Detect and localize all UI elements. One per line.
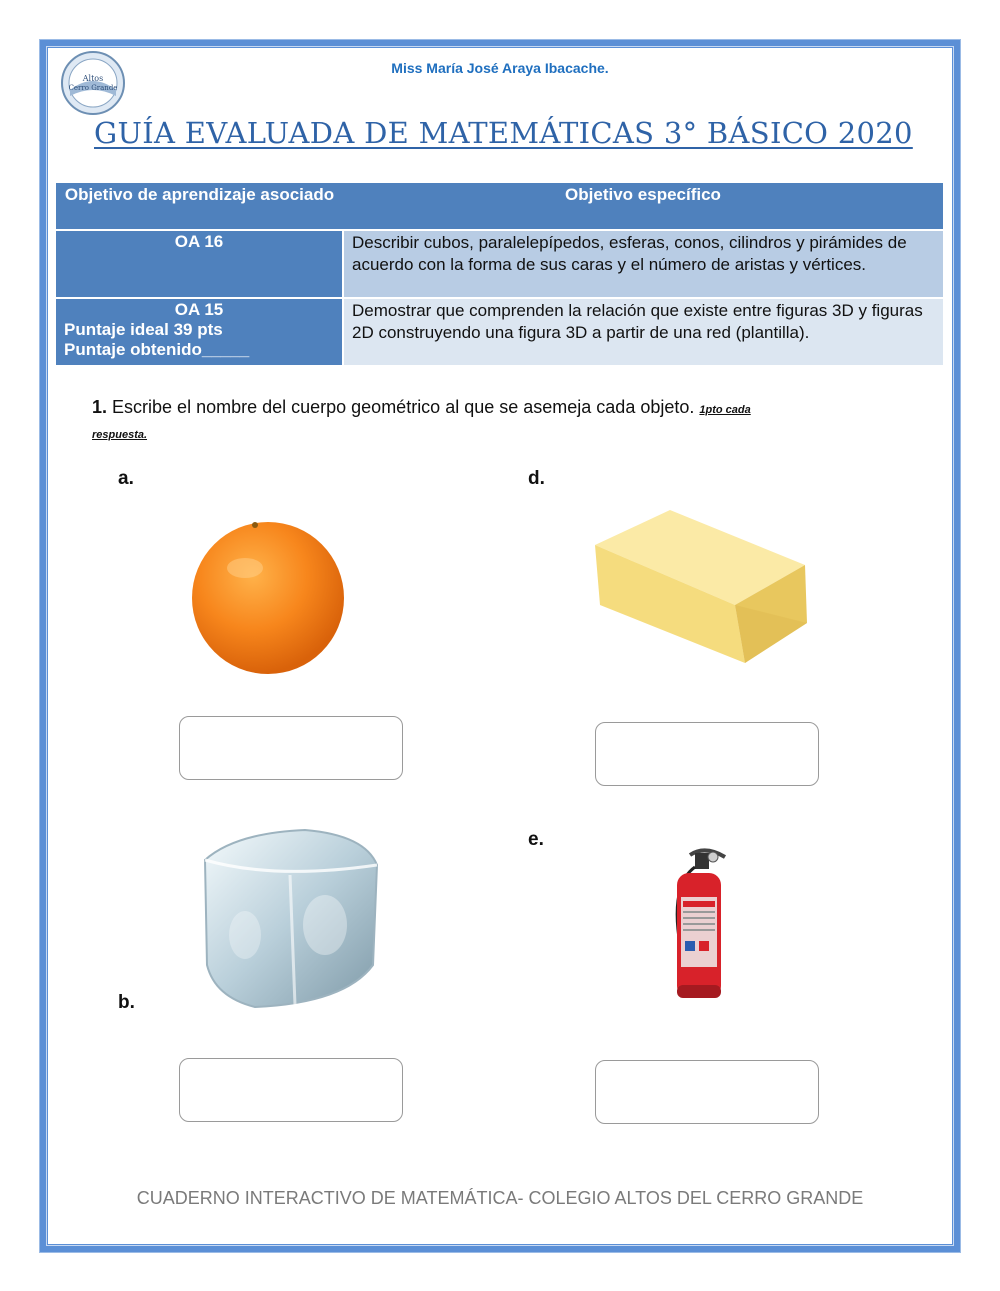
objective-description: Describir cubos, paralelepípedos, esferas, conos, cilindros y pirámides de acuerdo con la forma de sus caras y el número de aristas y vértices. [343,230,943,298]
page-title: GUÍA EVALUADA DE MATEMÁTICAS 3° BÁSICO 2020 [94,116,913,150]
points-note: 1pto cada [699,404,751,416]
table-row [56,230,943,298]
table-row [56,298,943,366]
teacher-name: Miss María José Araya Ibacache. [391,60,609,76]
butter-block-image [585,505,810,665]
svg-text:Cerro Grande: Cerro Grande [68,84,118,92]
question-number: 1. [92,397,108,417]
orange-image [185,510,355,680]
item-label-d: d. [528,468,545,489]
fire-extinguisher-image [665,845,745,1000]
item-label-b: b. [118,992,135,1013]
svg-text:Altos: Altos [82,74,104,83]
answer-box-d[interactable] [595,722,819,786]
answer-box-e[interactable] [595,1060,819,1124]
obtained-score: Puntaje obtenido_____ [64,340,250,359]
objectives-table [56,183,943,367]
col2-header: Objetivo específico [343,183,943,230]
answer-box-b[interactable] [179,1058,403,1122]
oa-code: OA 15 [174,300,224,319]
answer-box-a[interactable] [179,716,403,780]
ideal-score: Puntaje ideal 39 pts [64,320,223,339]
footer-text: CUADERNO INTERACTIVO DE MATEMÁTICA- COLEGIO ALTOS DEL CERRO GRANDE [136,1188,864,1208]
item-label-e: e. [528,829,544,850]
item-label-a: a. [118,468,134,489]
oa-code: OA 16 [174,232,224,251]
objective-description: Demostrar que comprenden la relación que existe entre figuras 3D y figuras 2D construyendo una figura 3D a partir de una red (plantilla). [343,298,943,366]
ice-cube-image [195,825,385,1010]
points-note-2: respuesta. [92,429,148,441]
col1-header: Objetivo de aprendizaje asociado [56,183,343,230]
question-text: Escribe el nombre del cuerpo geométrico al que se asemeja cada objeto. [112,397,695,417]
question-1 [92,396,892,446]
